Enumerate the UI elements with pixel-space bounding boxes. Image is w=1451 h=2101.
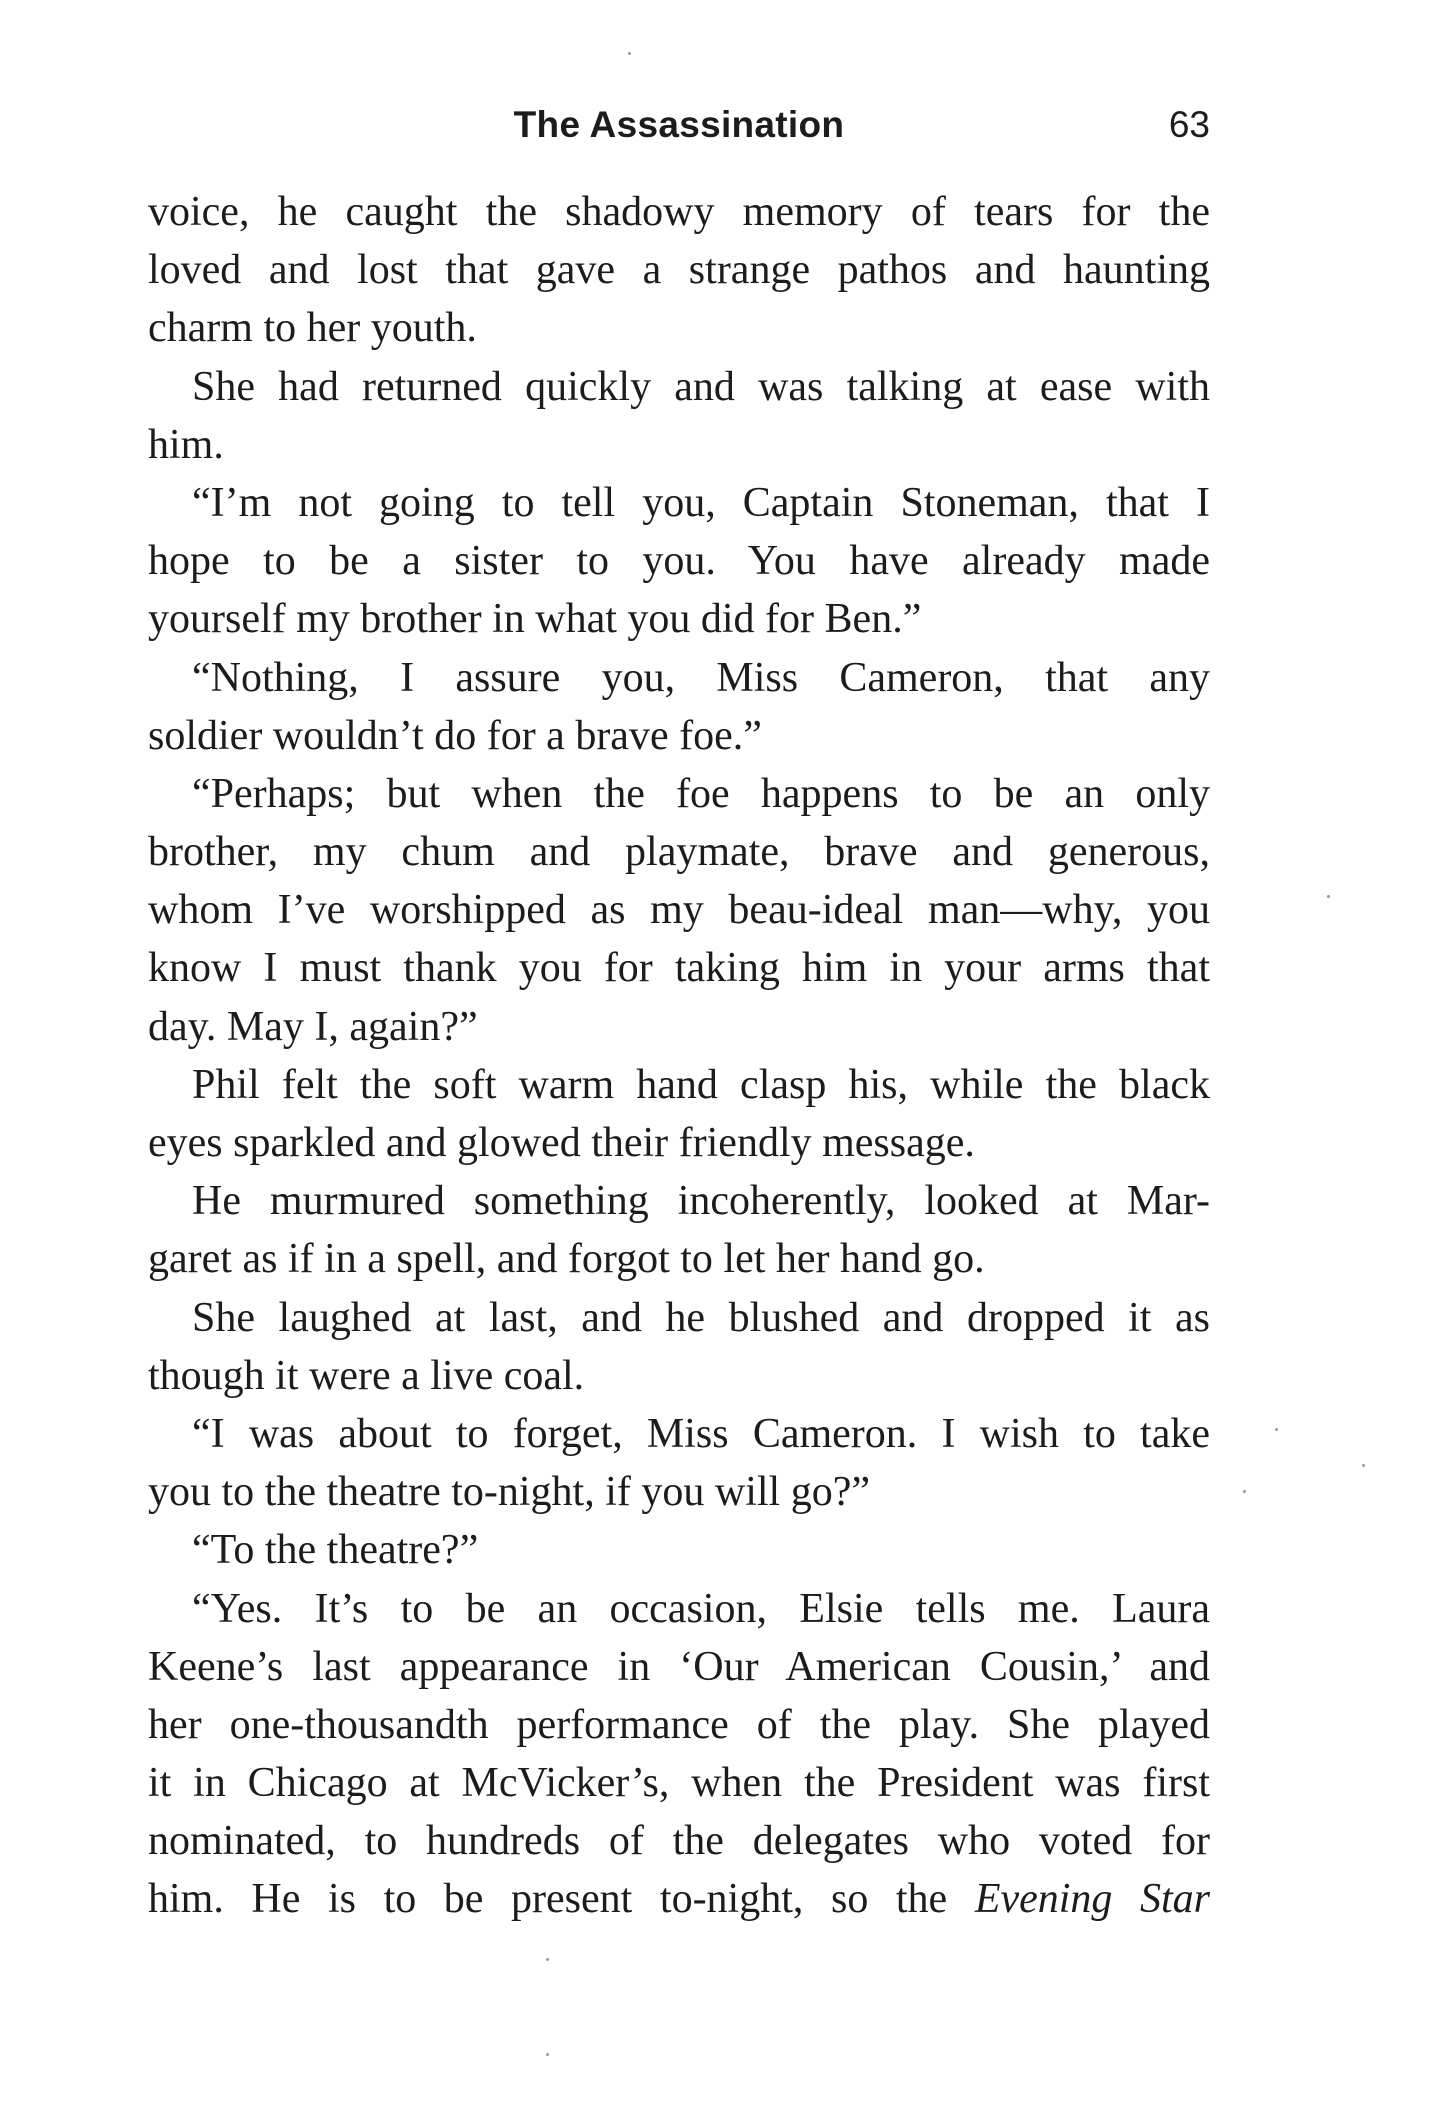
page-number: 63 <box>1168 104 1210 145</box>
text-line: yourself my brother in what you did for Ben.” <box>148 596 922 643</box>
text-line: though it were a live coal. <box>148 1352 585 1399</box>
paper-speck <box>1327 895 1330 898</box>
text-line: voice, he caught the shadowy memory of tears for the <box>148 189 1210 235</box>
text-line: soldier wouldn’t do for a brave foe.” <box>148 712 762 759</box>
running-title: The Assassination <box>513 104 845 145</box>
text-line: charm to her youth. <box>148 305 477 352</box>
text-line: He murmured something incoherently, looked at Mar- <box>192 1178 1210 1225</box>
body-text <box>148 183 1210 1929</box>
text-line: eyes sparkled and glowed their friendly message. <box>148 1120 975 1166</box>
text-line: day. May I, again?” <box>148 1003 478 1050</box>
text-line: “To the theatre?” <box>192 1527 479 1574</box>
text-line-final <box>148 1870 1210 1928</box>
text-line: whom I’ve worshipped as my beau-ideal man—why, you <box>148 887 1210 934</box>
italic-title: Evening Star <box>974 1876 1211 1923</box>
text-line: know I must thank you for taking him in your arms that <box>148 945 1210 992</box>
text-line: it in Chicago at McVicker’s, when the President was first <box>148 1760 1210 1807</box>
paper-speck <box>1243 1490 1246 1493</box>
paper-speck <box>1362 1464 1365 1467</box>
text-line: She laughed at last, and he blushed and dropped it as <box>192 1294 1210 1341</box>
text-line: “I was about to forget, Miss Cameron. I wish to take <box>192 1410 1210 1457</box>
text-line: garet as if in a spell, and forgot to let her hand go. <box>148 1236 985 1283</box>
text-line: loved and lost that gave a strange pathos and haunting <box>148 247 1210 294</box>
text-line: “Yes. It’s to be an occasion, Elsie tells me. Laura <box>192 1585 1210 1632</box>
paper-speck <box>546 2053 549 2056</box>
text-line: nominated, to hundreds of the delegates who voted for <box>148 1818 1210 1865</box>
text-line-final-roman: him. He is to be present to-night, so the <box>148 1876 948 1923</box>
text-line: “Perhaps; but when the foe happens to be an only <box>192 770 1210 817</box>
text-line: She had returned quickly and was talking at ease with <box>192 363 1210 410</box>
paper-speck <box>628 52 631 55</box>
paper-speck <box>1275 1428 1278 1431</box>
text-line: “I’m not going to tell you, Captain Stoneman, that I <box>192 479 1210 526</box>
text-line: brother, my chum and playmate, brave and generous, <box>148 829 1210 876</box>
text-line: Phil felt the soft warm hand clasp his, while the black <box>192 1061 1210 1108</box>
text-line: hope to be a sister to you. You have already made <box>148 538 1210 585</box>
text-line: you to the theatre to-night, if you will go?” <box>148 1469 870 1516</box>
text-line: “Nothing, I assure you, Miss Cameron, that any <box>192 654 1210 701</box>
text-line: him. <box>148 421 224 468</box>
paper-speck <box>546 1958 549 1961</box>
text-line: her one-thousandth performance of the play. She played <box>148 1701 1210 1748</box>
text-line: Keene’s last appearance in ‘Our American Cousin,’ and <box>148 1643 1210 1690</box>
running-header <box>148 104 1210 154</box>
